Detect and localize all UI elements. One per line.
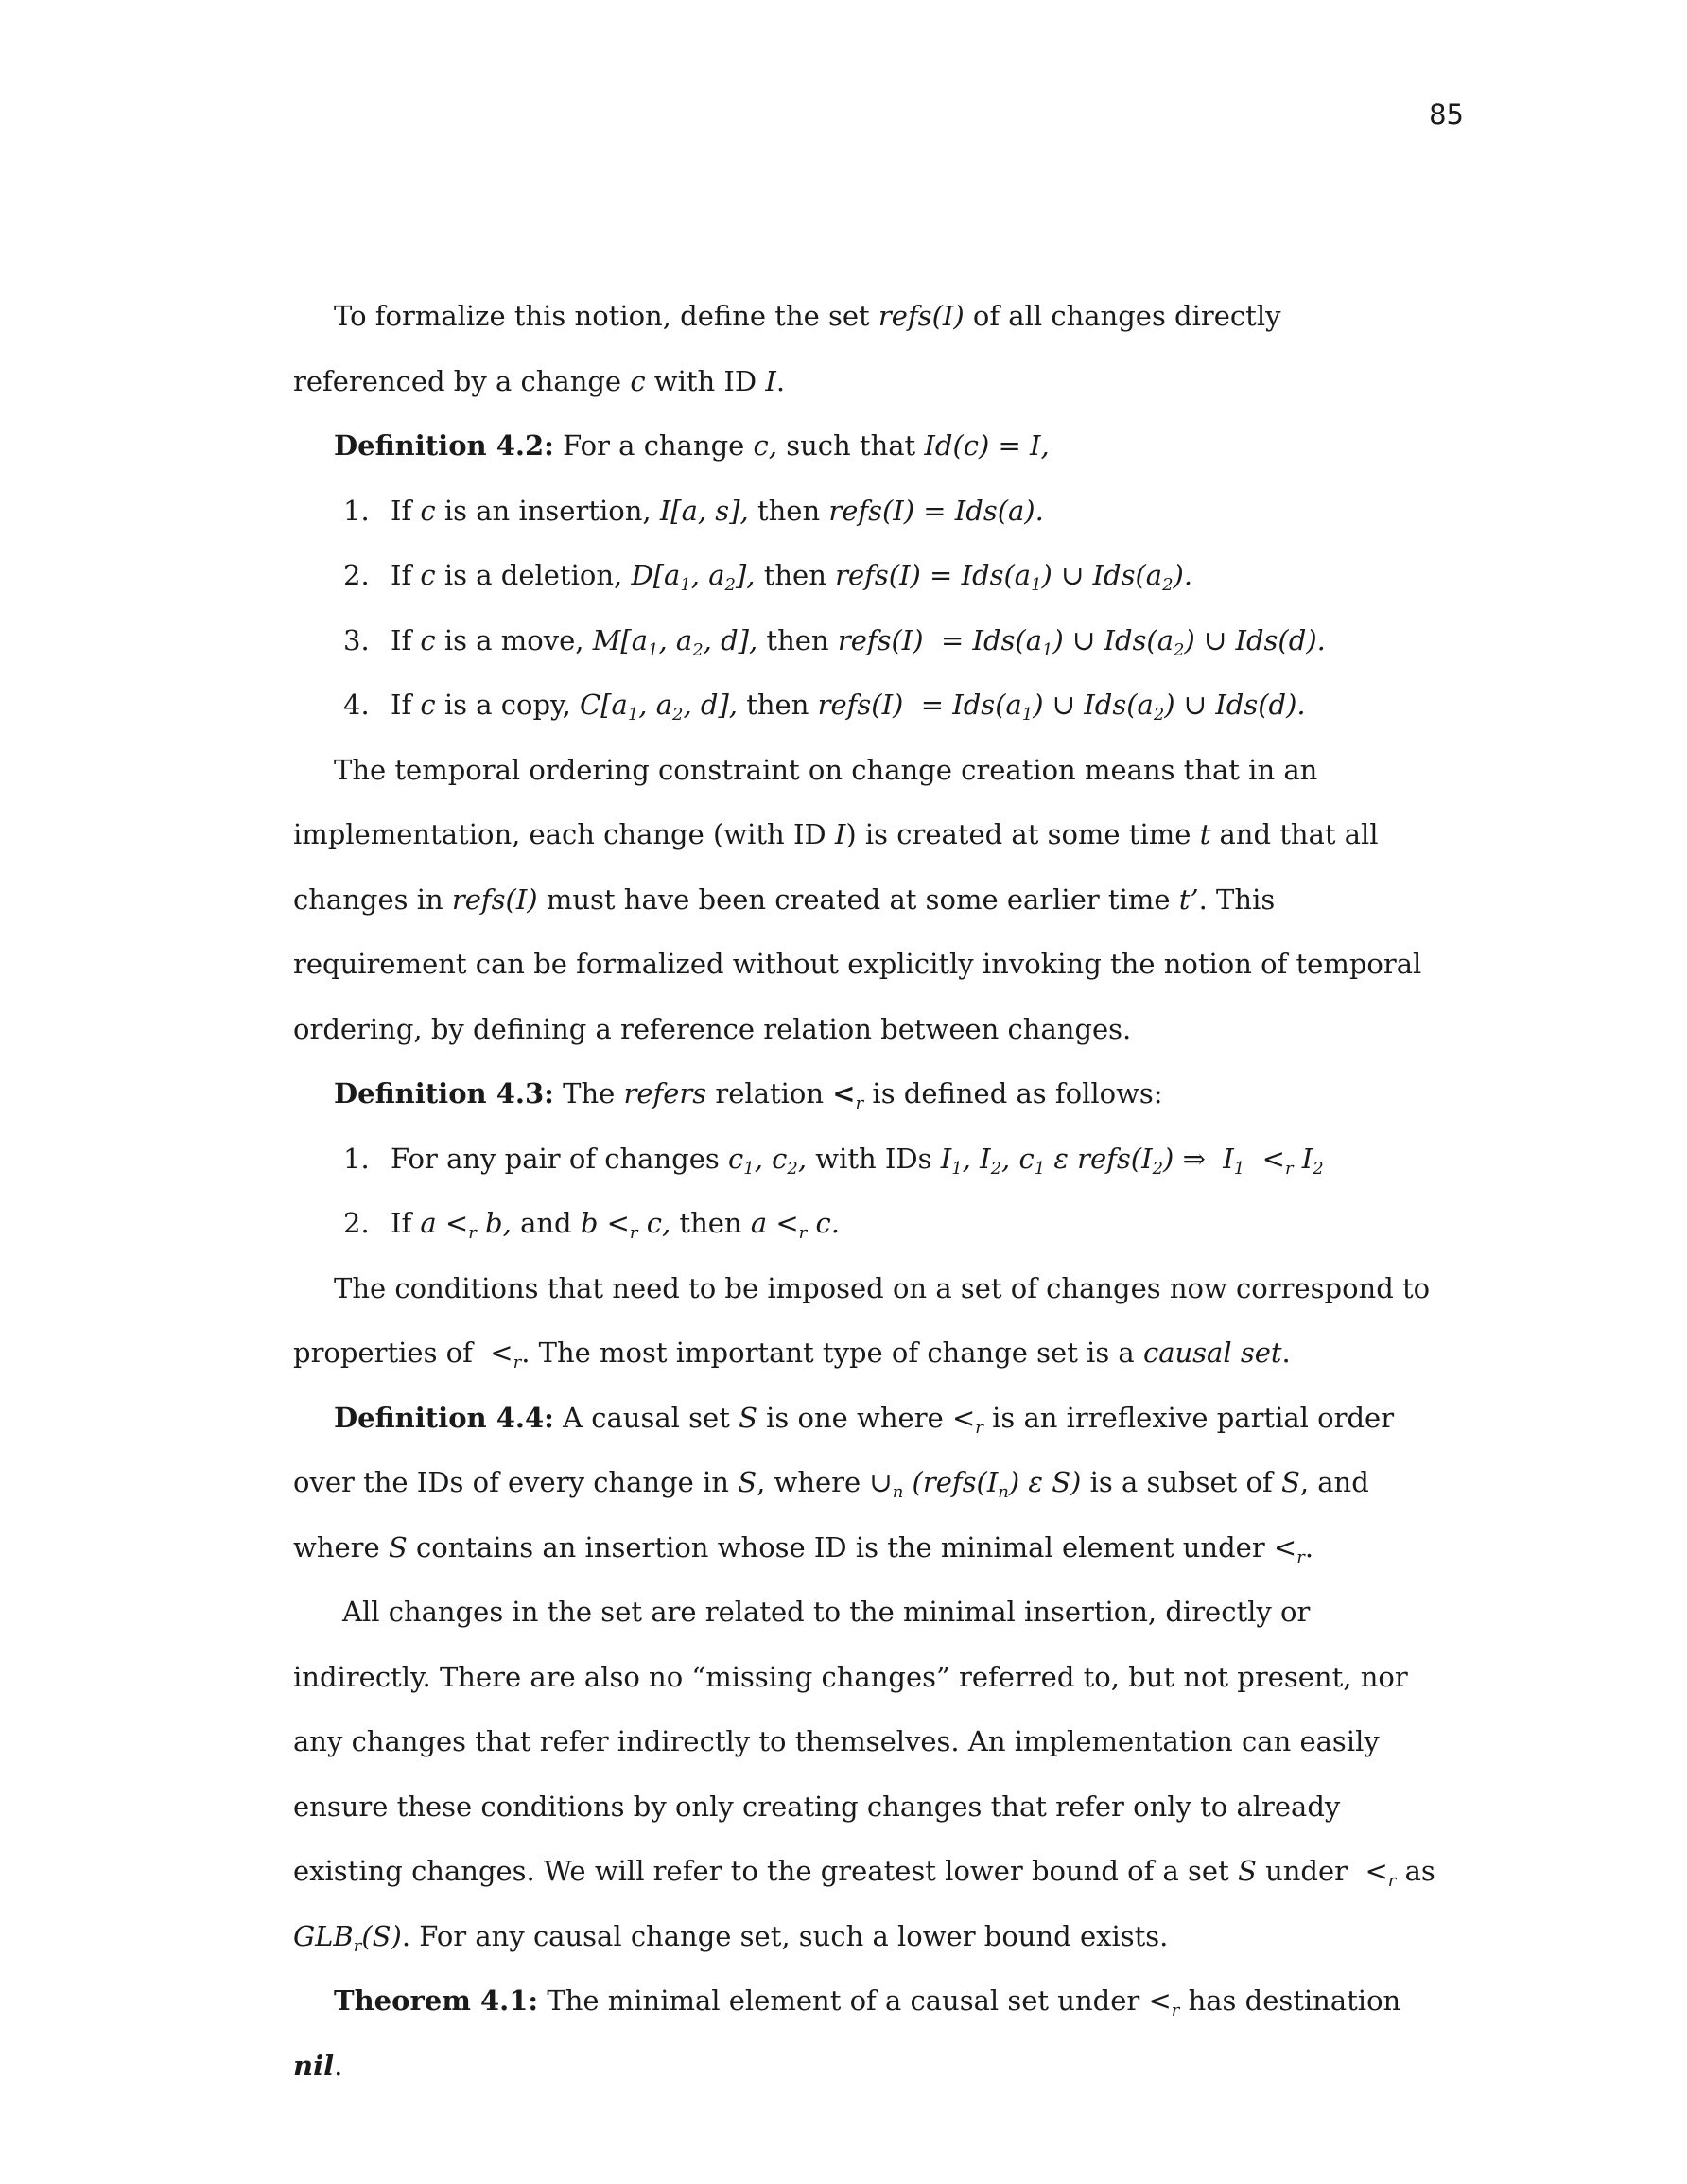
paragraph-intro: To formalize this notion, define the set refs(I) of all changes directly referenced by a change c with ID I.	[293, 300, 1281, 397]
definition-4-2-item-3: 3. If c is a move, $M[a_1$, $a_2$, d], then refs(I) = $Ids(a_1)$ ∪ $Ids(a_2)$ ∪ Ids(d).	[343, 623, 1326, 660]
definition-label: Definition 4.2:	[334, 429, 554, 462]
paragraph-minimal-insertion: All changes in the set are related to the minimal insertion, directly or indirectly. There are also no “missing changes” referred to, but not present, nor any changes that refer indirectly to themselves. An implementation can easily ensure these conditions by only creating changes that refer only to already existing changes. We will refer to the greatest lower bound of a set S under $<_r$ as $GLB_r(S)$. For any causal change set, such a lower bound exists.	[293, 1596, 1435, 1956]
definition-label: Definition 4.4:	[334, 1401, 554, 1434]
definition-4-3-item-1: 1. For any pair of changes $c_1$, $c_2$, with IDs $I_1$, $I_2$, $c_1$ ε $refs(I_2)$ ⇒ $I_1 <_r$ $I_2$	[343, 1142, 1324, 1179]
page-number: 85	[1429, 98, 1464, 131]
definition-4-2: Definition 4.2: For a change c, such that Id(c) = I,	[334, 429, 1050, 462]
definition-label: Definition 4.3:	[334, 1077, 554, 1109]
paragraph-temporal-ordering: The temporal ordering constraint on change creation means that in an implementation, each change (with ID I) is created at some time t and that all changes in refs(I) must have been created at some earlier time t’. This requirement can be formalized without explicitly invoking the notion of temporal ordering, by defining a reference relation between changes.	[293, 753, 1422, 1045]
definition-4-2-item-2: 2. If c is a deletion, $D[a_1$, $a_2$], then refs(I) = $Ids(a_1)$ ∪ $Ids(a_2)$.	[343, 559, 1193, 595]
theorem-label: Theorem 4.1:	[334, 1984, 539, 2017]
theorem-4-1: Theorem 4.1: The minimal element of a causal set under $<_r$ has destination nil.	[293, 1984, 1401, 2082]
definition-4-2-item-4: 4. If c is a copy, $C[a_1$, $a_2$, d], then refs(I) = $Ids(a_1)$ ∪ $Ids(a_2)$ ∪ Ids(d).	[343, 689, 1306, 725]
definition-4-4: Definition 4.4: A causal set S is one where $<_r$ is an irreflexive partial order over the IDs of every change in S, where $\cup_n$ ($refs(I_n)$ ε S) is a subset of S, and where S contains an insertion whose ID is the minimal element under $<_r$.	[293, 1401, 1395, 1567]
paragraph-conditions: The conditions that need to be imposed on a set of changes now correspond to properties of $<_r$. The most important type of change set is a causal set.	[293, 1271, 1431, 1372]
definition-4-3-item-2: 2. If $a <_r$ b, and $b <_r$ c, then $a <_r$ c.	[343, 1207, 840, 1243]
definition-4-2-item-1: 1. If c is an insertion, I[a, s], then refs(I) = Ids(a).	[343, 494, 1044, 527]
page-body	[293, 284, 1437, 2098]
definition-4-3: Definition 4.3: The refers relation $<_r$ is defined as follows:	[334, 1077, 1163, 1113]
